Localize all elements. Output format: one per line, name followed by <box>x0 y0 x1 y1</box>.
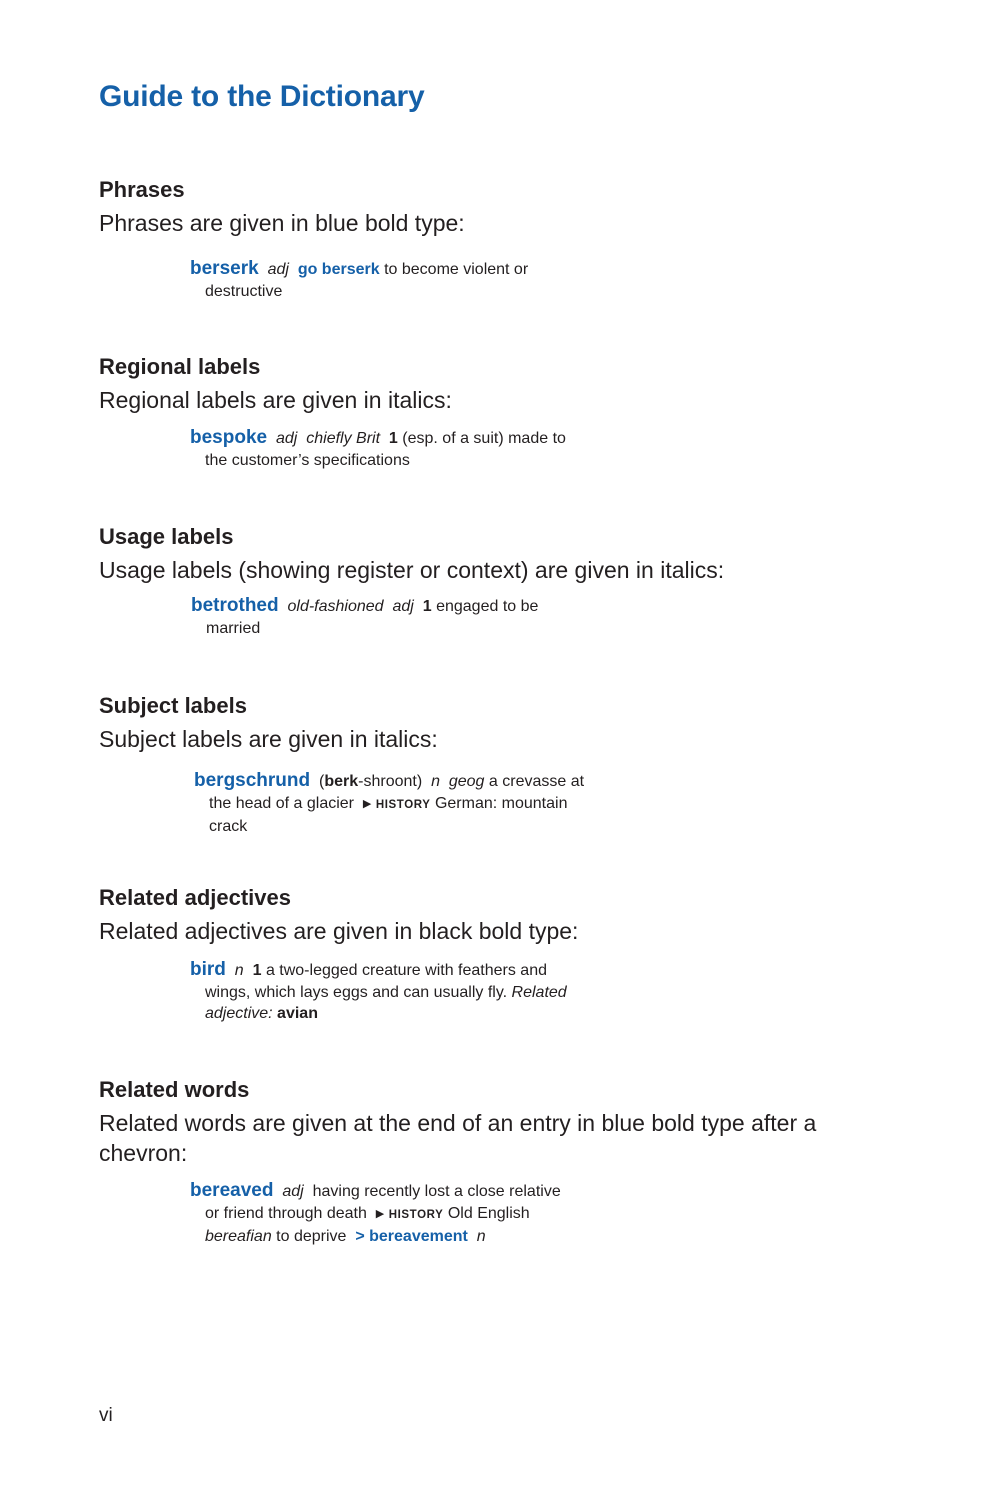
page-number: vi <box>99 1405 113 1426</box>
part-of-speech: adj <box>267 261 289 278</box>
headword: berserk <box>190 258 259 279</box>
pronunciation: (berk-shroont) <box>319 773 423 790</box>
example-entry-bereaved <box>190 1180 645 1248</box>
section-heading: Usage labels <box>99 524 234 549</box>
section-description: Related adjectives are given in black bold type: <box>99 918 579 944</box>
example-entry-berserk <box>190 258 625 302</box>
definition: to become violent or <box>384 261 529 278</box>
section-regional-labels <box>99 353 879 415</box>
section-description: Regional labels are given in italics: <box>99 387 452 413</box>
headword: betrothed <box>191 595 279 616</box>
related-adjective: avian <box>277 1005 318 1022</box>
definition: a crevasse at <box>488 773 585 790</box>
section-heading: Related words <box>99 1077 250 1102</box>
definition-continued: the customer’s specifications <box>205 451 410 469</box>
definition-continued: married <box>206 619 261 637</box>
subject-label: geog <box>448 773 485 790</box>
related-word-pos: n <box>476 1228 486 1245</box>
history-text: German: mountain <box>434 794 568 812</box>
example-entry-bergschrund <box>194 770 629 838</box>
definition: a two-legged creature with feathers and <box>265 962 547 979</box>
history-text-continued: crack <box>209 818 248 835</box>
section-heading: Regional labels <box>99 354 261 379</box>
definition-continued: wings, which lays eggs and can usually fly. <box>205 983 508 1001</box>
sense-number: 1 <box>252 962 262 979</box>
related-word: bereavement <box>369 1228 468 1245</box>
definition: engaged to be <box>436 598 539 615</box>
section-heading: Phrases <box>99 177 185 202</box>
part-of-speech: n <box>234 962 244 979</box>
headword: bird <box>190 959 226 980</box>
etymon: bereafian <box>205 1228 272 1245</box>
section-phrases <box>99 176 879 238</box>
phrase: go berserk <box>297 261 380 278</box>
sense-number: 1 <box>388 430 398 447</box>
triangle-marker-icon: ▶ <box>375 1207 385 1220</box>
section-related-adjectives <box>99 884 879 946</box>
definition: (esp. of a suit) made to <box>402 430 566 447</box>
section-description: Phrases are given in blue bold type: <box>99 210 465 236</box>
related-label-continued: adjective: <box>205 1005 273 1022</box>
part-of-speech: adj <box>275 430 298 447</box>
section-subject-labels <box>99 692 879 754</box>
chevron-icon: > <box>355 1228 365 1245</box>
section-description: Usage labels (showing register or context) are given in italics: <box>99 557 725 583</box>
section-related-words <box>99 1076 879 1168</box>
definition-continued: or friend through death <box>205 1204 367 1222</box>
part-of-speech: adj <box>392 598 414 615</box>
example-entry-bespoke <box>190 427 625 471</box>
example-entry-bird <box>190 959 645 1025</box>
section-usage-labels <box>99 523 879 585</box>
usage-label: old-fashioned <box>287 598 384 615</box>
history-label: HISTORY <box>375 798 431 811</box>
part-of-speech: adj <box>282 1183 304 1200</box>
sense-number: 1 <box>422 598 432 615</box>
headword: bespoke <box>190 427 268 448</box>
section-description: Subject labels are given in italics: <box>99 726 438 752</box>
section-heading: Related adjectives <box>99 885 291 910</box>
page-title: Guide to the Dictionary <box>99 80 425 113</box>
regional-label: chiefly Brit <box>306 430 381 447</box>
related-label: Related <box>511 983 567 1001</box>
part-of-speech: n <box>431 773 440 790</box>
etymon-gloss: to deprive <box>276 1228 347 1245</box>
section-heading: Subject labels <box>99 693 247 718</box>
history-text: Old English <box>447 1204 530 1222</box>
headword: bereaved <box>190 1180 274 1201</box>
definition-continued: destructive <box>205 282 283 300</box>
definition: having recently lost a close relative <box>312 1183 561 1200</box>
definition-continued: the head of a glacier <box>209 794 354 812</box>
history-label: HISTORY <box>388 1208 444 1221</box>
headword: bergschrund <box>194 770 311 791</box>
example-entry-betrothed <box>191 595 626 639</box>
section-description: Related words are given at the end of an entry in blue bold type after a chevron: <box>99 1110 817 1166</box>
triangle-marker-icon: ▶ <box>362 797 372 810</box>
